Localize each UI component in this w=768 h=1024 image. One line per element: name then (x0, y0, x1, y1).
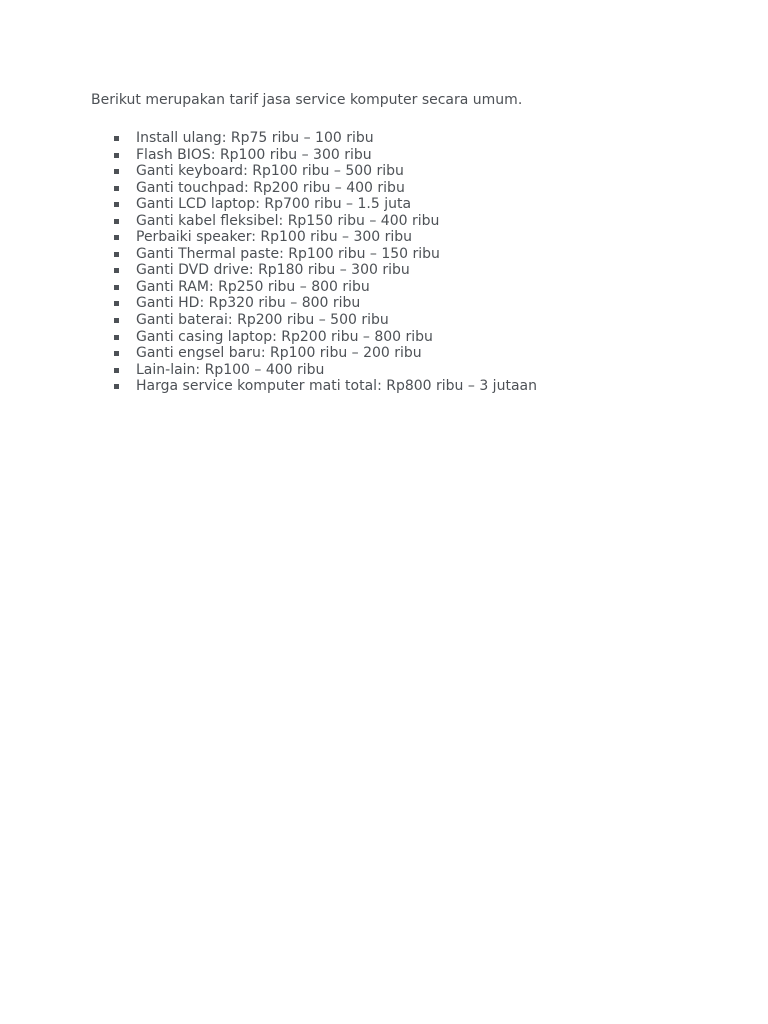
square-bullet-icon (114, 235, 119, 240)
square-bullet-icon (114, 351, 119, 356)
square-bullet-icon (114, 318, 119, 323)
price-item-text: Ganti DVD drive: Rp180 ribu – 300 ribu (136, 262, 410, 279)
price-item-text: Ganti baterai: Rp200 ribu – 500 ribu (136, 312, 389, 329)
price-item-text: Ganti engsel baru: Rp100 ribu – 200 ribu (136, 345, 422, 362)
intro-paragraph: Berikut merupakan tarif jasa service komputer secara umum. (91, 92, 523, 108)
price-item-text: Install ulang: Rp75 ribu – 100 ribu (136, 130, 374, 146)
square-bullet-icon (114, 335, 119, 340)
square-bullet-icon (114, 301, 119, 306)
price-item-text: Ganti HD: Rp320 ribu – 800 ribu (136, 295, 361, 312)
price-item-text: Ganti RAM: Rp250 ribu – 800 ribu (136, 278, 370, 295)
square-bullet-icon (114, 169, 119, 174)
square-bullet-icon (114, 368, 119, 373)
price-item-text: Flash BIOS: Rp100 ribu – 300 ribu (136, 146, 372, 163)
square-bullet-icon (114, 219, 119, 224)
square-bullet-icon (114, 252, 119, 257)
square-bullet-icon (114, 268, 119, 273)
price-item-text: Ganti kabel fleksibel: Rp150 ribu – 400 ribu (136, 212, 440, 229)
price-item-text: Perbaiki speaker: Rp100 ribu – 300 ribu (136, 229, 413, 246)
price-item-text: Harga service komputer mati total: Rp800 ribu – 3 jutaan (136, 378, 537, 395)
square-bullet-icon (114, 186, 119, 191)
square-bullet-icon (114, 384, 119, 389)
price-item-text: Ganti casing laptop: Rp200 ribu – 800 ribu (136, 328, 433, 345)
price-item-text: Ganti touchpad: Rp200 ribu – 400 ribu (136, 179, 405, 196)
price-item-text: Ganti Thermal paste: Rp100 ribu – 150 ribu (136, 245, 440, 262)
price-item-text: Ganti LCD laptop: Rp700 ribu – 1.5 juta (136, 196, 412, 213)
square-bullet-icon (114, 136, 119, 141)
square-bullet-icon (114, 153, 119, 158)
price-item-text: Lain-lain: Rp100 – 400 ribu (136, 361, 325, 378)
price-item-text: Ganti keyboard: Rp100 ribu – 500 ribu (136, 163, 404, 180)
square-bullet-icon (114, 202, 119, 207)
square-bullet-icon (114, 285, 119, 290)
